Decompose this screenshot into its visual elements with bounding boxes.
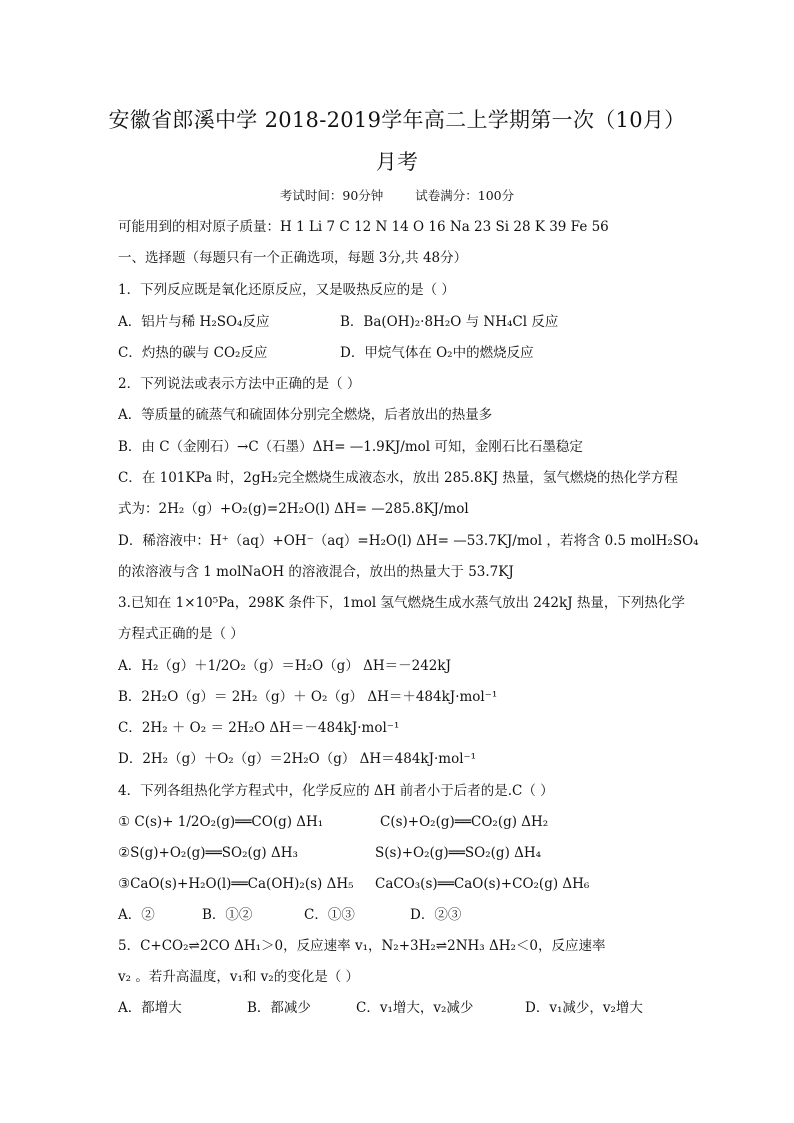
q2-option-c-line1: C．在 101KPa 时，2gH₂完全燃烧生成液态水，放出 285.8KJ 热量，氢气燃烧的热化学方程 <box>118 470 678 486</box>
section-heading: 一、选择题（每题只有一个正确选项，每题 3分,共 48分） <box>118 250 468 266</box>
question-5-stem-line1: 5．C+CO₂⇌2CO ΔH₁＞0，反应速率 v₁，N₂+3H₂⇌2NH₃ ΔH₂＜0，反应速率 <box>118 938 606 954</box>
document-title-line2: 月考 <box>375 150 419 174</box>
q3-option-c: C．2H₂ ＋ O₂ ＝ 2H₂O ΔH＝－484kJ·mol⁻¹ <box>118 720 400 736</box>
q5-options <box>118 999 688 1017</box>
document-title: 安徽省郎溪中学 2018-2019学年高二上学期第一次（10月） <box>108 108 686 132</box>
q2-option-c-line2: 式为：2H₂（g）+O₂(g)=2H₂O(l) ΔH= —285.8KJ/mol <box>118 501 469 517</box>
reaction-2a: ②S(g)+O₂(g)══SO₂(g) ΔH₃ <box>118 845 298 861</box>
question-1-stem: 1．下列反应既是氧化还原反应，又是吸热反应的是（ ） <box>118 282 455 298</box>
q3-option-d: D．2H₂（g）＋O₂（g）＝2H₂O（g） ΔH＝484kJ·mol⁻¹ <box>118 751 477 767</box>
q1-option-c <box>118 344 688 362</box>
reaction-1b: C(s)+O₂(g)══CO₂(g) ΔH₂ <box>380 814 549 830</box>
q1-option-a <box>118 313 688 331</box>
q3-option-a: A．H₂（g）＋1/2O₂（g）＝H₂O（g） ΔH＝－242kJ <box>118 658 451 674</box>
q4-options <box>118 906 688 924</box>
option-a: A．② <box>118 907 155 923</box>
reaction-3a: ③CaO(s)+H₂O(l)══Ca(OH)₂(s) ΔH₅ <box>118 876 354 892</box>
q2-option-d-line2: 的浓溶液与含 1 molNaOH 的溶液混合，放出的热量大于 53.7KJ <box>118 564 514 580</box>
option-d: D．②③ <box>410 907 462 923</box>
option-d: D．v₁减少，v₂增大 <box>525 1000 643 1016</box>
question-4-stem: 4．下列各组热化学方程式中，化学反应的 ΔH 前者小于后者的是.C（ ） <box>118 783 554 799</box>
reaction-2b: S(s)+O₂(g)══SO₂(g) ΔH₄ <box>375 845 542 861</box>
option-b: B．Ba(OH)₂·8H₂O 与 NH₄Cl 反应 <box>340 314 559 330</box>
q2-option-d-line1: D．稀溶液中：H⁺（aq）+OH⁻（aq）=H₂O(l) ΔH= —53.7KJ/mol ，若将含 0.5 molH₂SO₄ <box>118 533 699 549</box>
q2-option-a: A．等质量的硫蒸气和硫固体分别完全燃烧，后者放出的热量多 <box>118 407 493 423</box>
option-a: A．都增大 <box>118 1000 182 1016</box>
q4-reaction-pair-2 <box>118 844 688 862</box>
full-score: 试卷满分：100分 <box>415 188 515 203</box>
option-d: D．甲烷气体在 O₂中的燃烧反应 <box>340 345 534 361</box>
q4-reaction-pair-3 <box>118 875 688 893</box>
option-a: A．铝片与稀 H₂SO₄反应 <box>118 314 270 330</box>
option-c: C．①③ <box>304 907 355 923</box>
question-3-stem-line1: 3.已知在 1×10⁵Pa，298K 条件下，1mol 氢气燃烧生成水蒸气放出 242kJ 热量，下列热化学 <box>118 595 685 611</box>
question-2-stem: 2．下列说法或表示方法中正确的是（ ） <box>118 376 361 392</box>
reaction-1a: ① C(s)+ 1/2O₂(g)══CO(g) ΔH₁ <box>118 814 324 830</box>
exam-meta <box>0 186 794 204</box>
q4-reaction-pair-1 <box>118 813 688 831</box>
question-5-stem-line2: v₂ 。若升高温度，v₁和 v₂的变化是（ ） <box>118 969 359 985</box>
q3-option-b: B．2H₂O（g）＝ 2H₂（g）＋ O₂（g） ΔH＝＋484kJ·mol⁻¹ <box>118 689 498 705</box>
exam-time: 考试时间：90分钟 <box>279 188 384 203</box>
option-b: B．都减少 <box>247 1000 311 1016</box>
option-b: B．①② <box>202 907 253 923</box>
option-c: C．灼热的碳与 CO₂反应 <box>118 345 268 361</box>
atomic-mass-line: 可能用到的相对原子质量：H 1 Li 7 C 12 N 14 O 16 Na 23 Si 28 K 39 Fe 56 <box>118 219 609 235</box>
reaction-3b: CaCO₃(s)══CaO(s)+CO₂(g) ΔH₆ <box>375 876 590 892</box>
q2-option-b: B．由 C（金刚石）→C（石墨）ΔH= —1.9KJ/mol 可知，金刚石比石墨稳定 <box>118 439 583 455</box>
option-c: C．v₁增大，v₂减少 <box>356 1000 474 1016</box>
question-3-stem-line2: 方程式正确的是（ ） <box>118 626 244 642</box>
